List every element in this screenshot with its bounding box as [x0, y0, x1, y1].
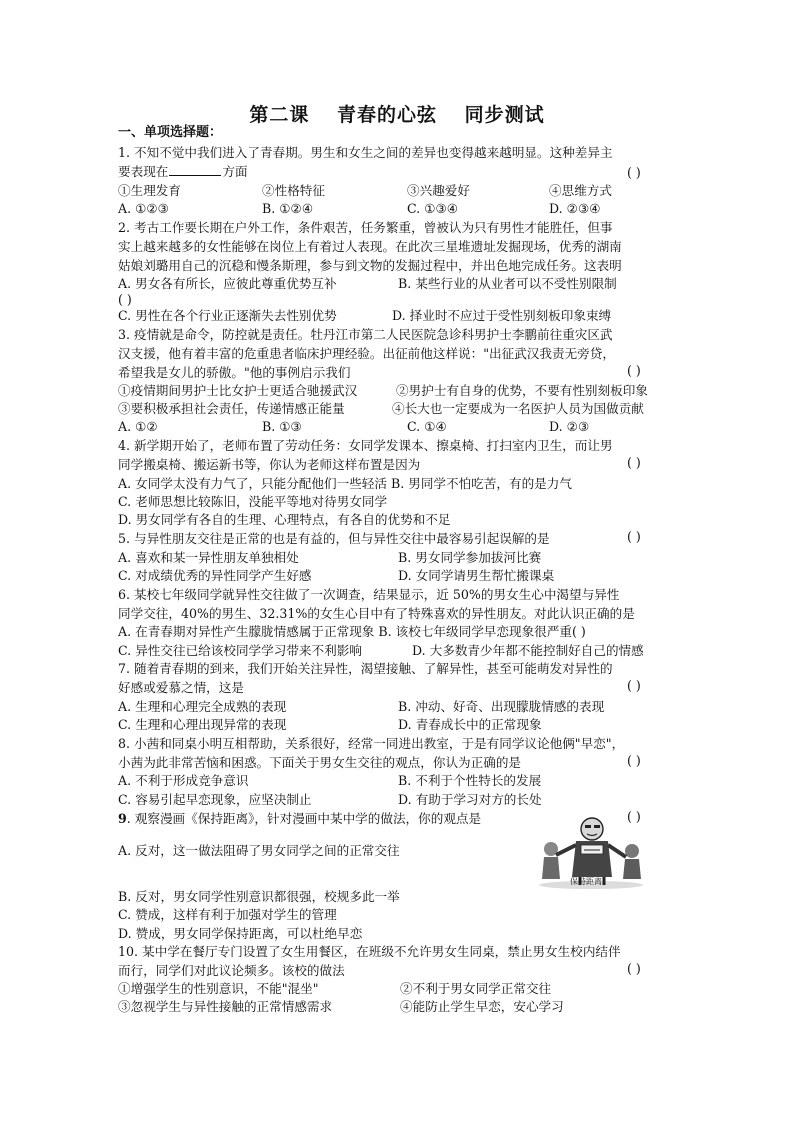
- q8-option-b: B. 不利于个性特长的发展: [398, 773, 542, 788]
- q6-stem-line1: 6. 某校七年级同学就异性交往做了一次调查，结果显示，近 50%的男女生心中渴望与异性: [118, 587, 620, 602]
- q2-option-c: C. 男性在各个行业正逐渐失去性别优势: [118, 308, 337, 323]
- section-heading: 一、单项选择题：: [118, 125, 223, 140]
- q8-stem-line2: 小茜为此非常苦恼和困惑。下面关于男女生交往的观点，你认为正确的是: [118, 755, 521, 770]
- q2-option-b: B. 某些行业的从业者可以不受性别限制: [398, 276, 617, 291]
- q2-answer-paren: ( ): [118, 292, 132, 307]
- q1-stem-text: 要表现在: [118, 164, 169, 179]
- q10-statement-3: ③忽视学生与异性接触的正常情感需求: [118, 999, 333, 1014]
- q3-statement-1: ①疫情期间男护士比女护士更适合驰援武汉: [118, 383, 358, 398]
- q9-number: 9: [118, 811, 127, 826]
- q10-statement-2: ②不利于男女同学正常交往: [400, 981, 552, 996]
- q1-option-a: A. ①②③: [118, 201, 169, 216]
- q3-option-c: C. ①④: [407, 419, 447, 434]
- q2-option-d: D. 择业时不应过于受性别刻板印象束缚: [392, 308, 612, 323]
- q1-statement-2: ②性格特征: [262, 183, 325, 198]
- q1-option-b: B. ①②④: [262, 201, 314, 216]
- q9-stem-line1: [118, 809, 481, 828]
- q1-option-d: D. ②③④: [549, 201, 601, 216]
- q3-option-d: D. ②③: [549, 419, 590, 434]
- q1-stem-tail: 方面: [222, 164, 248, 179]
- q3-statement-2: ②男护士有自身的优势，不要有性别刻板印象: [396, 383, 648, 398]
- q3-statement-3: ③要积极承担社会责任，传递情感正能量: [118, 401, 345, 416]
- q7-stem-line1: 7. 随着青春期的到来，我们开始关注异性，渴望接触、了解异性，甚至可能萌发对异性的: [118, 661, 613, 676]
- q2-stem-line3: 姑娘刘璐用自己的沉稳和慢条斯理，参与到文物的发掘过程中，并出色地完成任务。这表明: [118, 258, 622, 273]
- q7-option-d: D. 青春成长中的正常现象: [398, 717, 542, 732]
- q1-statement-4: ④思维方式: [549, 183, 612, 198]
- q10-answer-paren: ( ): [627, 961, 641, 976]
- q3-stem-line3: 希望我是女儿的骄傲。"他的事例启示我们: [118, 365, 351, 380]
- q1-statement-3: ③兴趣爱好: [407, 183, 470, 198]
- q1-stem-line1: 1. 不知不觉中我们进入了青春期。男生和女生之间的差异也变得越来越明显。这种差异主: [118, 145, 613, 160]
- q7-answer-paren: ( ): [627, 678, 641, 693]
- q5-option-a: A. 喜欢和某一异性朋友单独相处: [118, 550, 299, 565]
- q6-option-d: D. 大多数青少年都不能控制好自己的情感: [412, 643, 644, 658]
- q2-stem-line1: 2. 考古工作要长期在户外工作，条件艰苦，任务繁重，曾被认为只有男性才能胜任，但事: [118, 220, 613, 235]
- q1-blank: [169, 163, 221, 176]
- q7-option-b: B. 冲动、好奇、出现朦胧情感的表现: [398, 699, 605, 714]
- q8-option-a: A. 不利于形成竞争意识: [118, 773, 249, 788]
- q3-stem-line2: 汉支援，他有着丰富的危重患者临床护理经验。出征前他这样说："出征武汉我责无旁贷，: [118, 346, 615, 361]
- q4-answer-paren: ( ): [627, 455, 641, 470]
- q6-option-ab: A. 在青春期对异性产生朦胧情感属于正常现象 B. 该校七年级同学早恋现象很严重( ): [118, 624, 586, 639]
- q1-option-c: C. ①③④: [407, 201, 459, 216]
- q2-option-a: A. 男女各有所长，应彼此尊重优势互补: [118, 276, 337, 291]
- q1-answer-paren: ( ): [627, 165, 641, 180]
- q8-answer-paren: ( ): [627, 753, 641, 768]
- q7-option-a: A. 生理和心理完全成熟的表现: [118, 699, 287, 714]
- q4-stem-line1: 4. 新学期开始了，老师布置了劳动任务：女同学发课本、擦桌椅、打扫室内卫生，而让男: [118, 438, 613, 453]
- q8-option-d: D. 有助于学习对方的长处: [398, 792, 542, 807]
- q6-option-c: C. 异性交往已给该校同学学习带来不利影响: [118, 643, 362, 658]
- q4-option-d: D. 男女同学有各自的生理、心理特点，有各自的优势和不足: [118, 512, 451, 527]
- q1-options-statements: [118, 181, 181, 200]
- q5-option-c: C. 对成绩优秀的异性同学产生好感: [118, 568, 312, 583]
- q4-stem-line2: 同学搬桌椅、搬运新书等，你认为老师这样布置是因为: [118, 457, 421, 472]
- q5-option-b: B. 男女同学参加拔河比赛: [398, 550, 542, 565]
- q3-stem-line1: 3. 疫情就是命令，防控就是责任。牡丹江市第二人民医院急诊科男护士李鹏前往重灾区武: [118, 327, 613, 342]
- q8-stem-line1: 8. 小茜和同桌小明互相帮助，关系很好，经常一同进出教室，于是有同学议论他俩"早恋"，: [118, 736, 625, 751]
- q10-stem-line2: 而行，同学们对此议论频多。该校的做法: [118, 963, 345, 978]
- q9-option-a: A. 反对，这一做法阻碍了男女同学之间的正常交往: [118, 843, 400, 858]
- q6-stem-line2: 同学交往，40%的男生、32.31%的女生心目中有了特殊喜欢的异性朋友。对此认识正确的是: [118, 606, 635, 621]
- title-test: 同步测试: [464, 104, 545, 126]
- q4-option-c: C. 老师思想比较陈旧，没能平等地对待男女同学: [118, 494, 388, 509]
- q1-statement-1: ①生理发育: [118, 183, 181, 198]
- q1-stem-line2: [118, 162, 248, 181]
- q9-answer-paren: ( ): [627, 809, 641, 824]
- q3-statement-4: ④长大也一定要成为一名医护人员为国做贡献: [392, 401, 644, 416]
- q7-stem-line2: 好感或爱慕之情，这是: [118, 680, 244, 695]
- q8-option-c: C. 容易引起早恋现象，应坚决制止: [118, 792, 312, 807]
- q9-stem-text: . 观察漫画《保持距离》，针对漫画中某中学的做法，你的观点是: [126, 811, 482, 826]
- q10-stem-line1: 10. 某中学在餐厅专门设置了女生用餐区，在班级不允许男女生同桌，禁止男女生校内结伴: [118, 944, 621, 959]
- q10-statement-1: ①增强学生的性别意识，不能"混坐": [118, 981, 319, 996]
- cartoon-caption: 保持距离: [570, 877, 602, 886]
- q2-stem-line2: 实上越来越多的女性能够在岗位上有着过人表现。在此次三星堆遗址发掘现场，优秀的湖南: [118, 239, 622, 254]
- q4-option-ab: A. 女同学太没有力气了，只能分配他们一些轻活 B. 男同学不怕吃苦，有的是力气: [118, 476, 572, 491]
- q9-option-b: B. 反对，男女同学性别意识都很强，校规多此一举: [118, 889, 400, 904]
- q9-option-c: C. 赞成，这样有利于加强对学生的管理: [118, 907, 337, 922]
- title-topic: 青春的心弦: [336, 104, 437, 126]
- q3-answer-paren: ( ): [627, 363, 641, 378]
- q10-statement-4: ④能防止学生早恋，安心学习: [400, 999, 564, 1014]
- q9-option-d: D. 赞成，男女同学保持距离，可以杜绝早恋: [118, 926, 363, 941]
- title-lesson: 第二课: [249, 104, 310, 126]
- q5-stem-line1: 5. 与异性朋友交往是正常的也是有益的，但与异性交往中最容易引起误解的是: [118, 531, 550, 546]
- q3-option-a: A. ①②: [118, 419, 158, 434]
- q7-option-c: C. 生理和心理出现异常的表现: [118, 717, 287, 732]
- q5-answer-paren: ( ): [627, 529, 641, 544]
- q3-option-b: B. ①③: [262, 419, 302, 434]
- q5-option-d: D. 女同学请男生帮忙搬课桌: [398, 568, 555, 583]
